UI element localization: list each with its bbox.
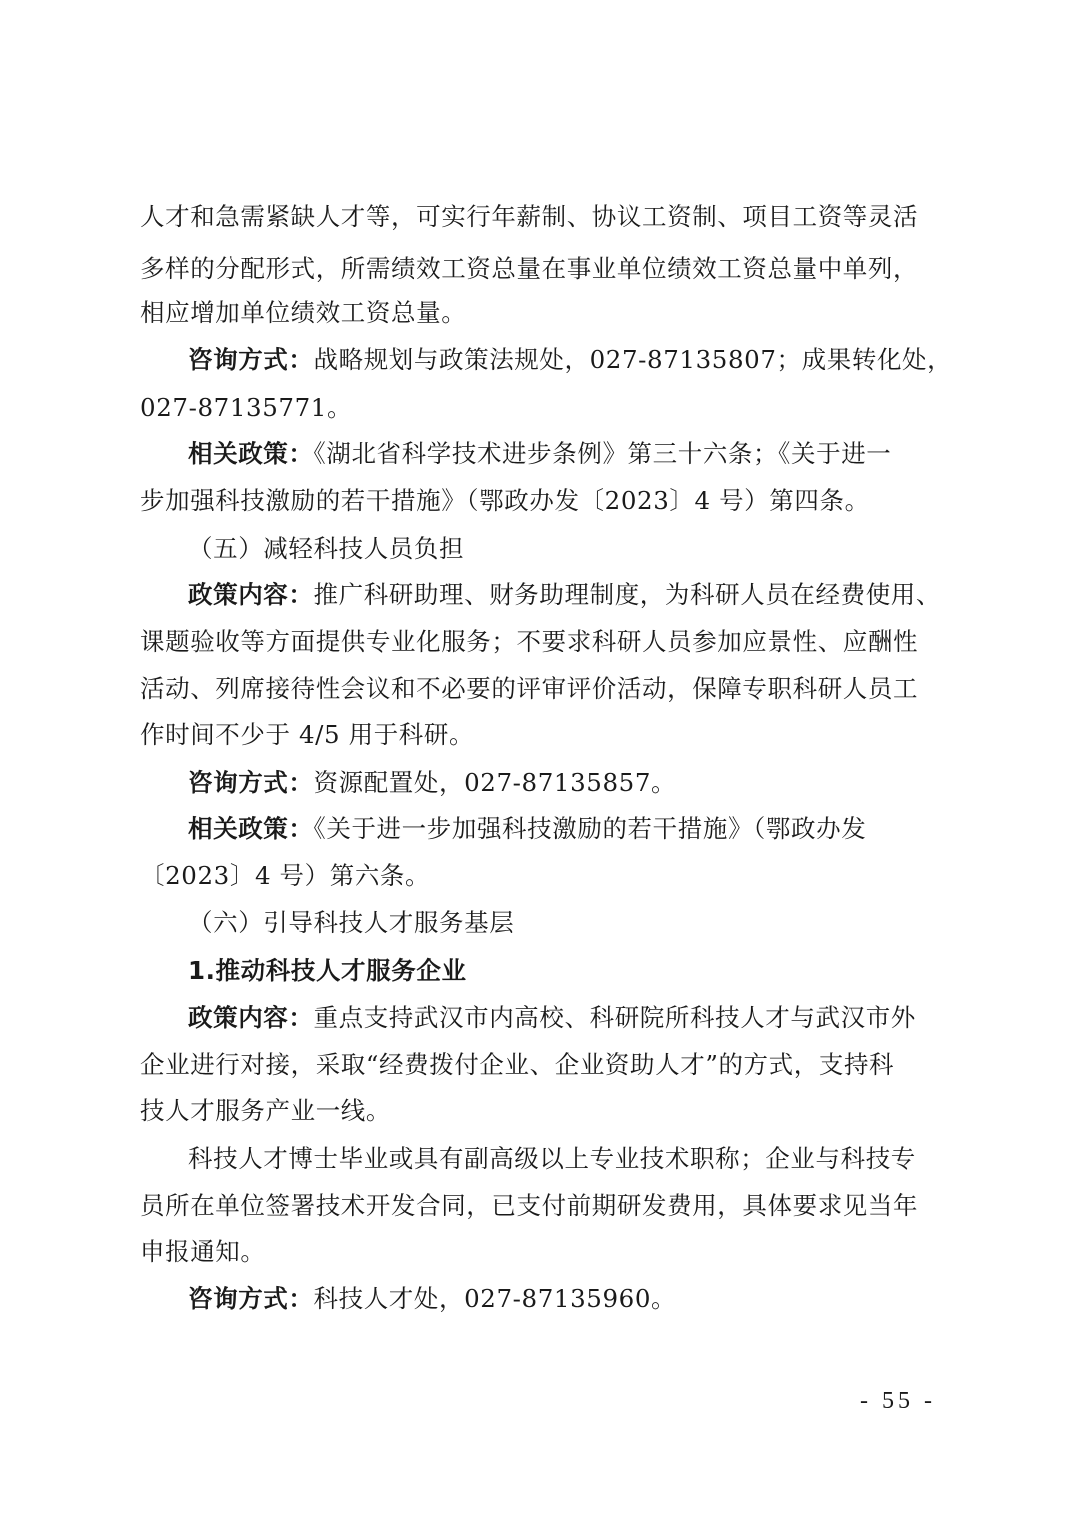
body-text-line: 相应增加单位绩效工资总量。 <box>140 298 467 327</box>
subsection-heading: 1.推动科技人才服务企业 <box>188 956 467 985</box>
body-text-line: 活动、列席接待性会议和不必要的评审评价活动，保障专职科研人员工 <box>140 674 919 703</box>
section-heading: （六）引导科技人才服务基层 <box>188 908 515 937</box>
policy-content-text: 推广科研助理、财务助理制度，为科研人员在经费使用、 <box>313 580 941 609</box>
consult-line <box>188 766 930 800</box>
body-text-line: 027-87135771。 <box>140 393 353 422</box>
policy-content-line <box>188 1001 930 1035</box>
related-policy-line <box>188 812 930 846</box>
consult-label: 咨询方式： <box>188 768 314 797</box>
policy-content-label: 政策内容： <box>188 1003 314 1032</box>
body-text-line: 课题验收等方面提供专业化服务；不要求科研人员参加应景性、应酬性 <box>140 627 919 656</box>
consult-label: 咨询方式： <box>188 1284 314 1313</box>
body-text-line: 技人才服务产业一线。 <box>140 1096 391 1125</box>
page-number: - 55 - <box>860 1388 936 1414</box>
body-text-line: 多样的分配形式，所需绩效工资总量在事业单位绩效工资总量中单列， <box>140 254 919 283</box>
body-text-line: 作时间不少于 4/5 用于科研。 <box>140 720 475 749</box>
related-policy-line <box>188 437 930 471</box>
consult-line <box>188 1282 930 1316</box>
body-text-line: 〔2023〕4 号）第六条。 <box>140 861 431 890</box>
body-text-line: 申报通知。 <box>140 1237 266 1266</box>
policy-content-label: 政策内容： <box>188 580 314 609</box>
section-heading: （五）减轻科技人员负担 <box>188 534 465 563</box>
consult-label: 咨询方式： <box>188 345 314 374</box>
consult-line <box>188 343 953 377</box>
policy-content-text: 重点支持武汉市内高校、科研院所科技人才与武汉市外 <box>313 1003 916 1032</box>
consult-text: 战略规划与政策法规处，027-87135807；成果转化处， <box>313 345 953 374</box>
body-text-line: 企业进行对接，采取“经费拨付企业、企业资助人才”的方式，支持科 <box>140 1050 895 1079</box>
body-text-line: 员所在单位签署技术开发合同，已支付前期研发费用，具体要求见当年 <box>140 1191 919 1220</box>
body-text-line: 人才和急需紧缺人才等，可实行年薪制、协议工资制、项目工资等灵活 <box>140 202 919 231</box>
policy-content-line <box>188 578 941 612</box>
related-policy-text: 《湖北省科学技术进步条例》第三十六条；《关于进一 <box>313 439 892 468</box>
body-text-line: 步加强科技激励的若干措施》（鄂政办发〔2023〕4 号）第四条。 <box>140 486 870 515</box>
related-policy-label: 相关政策： <box>188 814 314 843</box>
consult-text: 资源配置处，027-87135857。 <box>313 768 677 797</box>
related-policy-text: 《关于进一步加强科技激励的若干措施》（鄂政办发 <box>313 814 867 843</box>
related-policy-label: 相关政策： <box>188 439 314 468</box>
body-text-line: 科技人才博士毕业或具有副高级以上专业技术职称；企业与科技专 <box>188 1144 916 1173</box>
consult-text: 科技人才处，027-87135960。 <box>313 1284 677 1313</box>
